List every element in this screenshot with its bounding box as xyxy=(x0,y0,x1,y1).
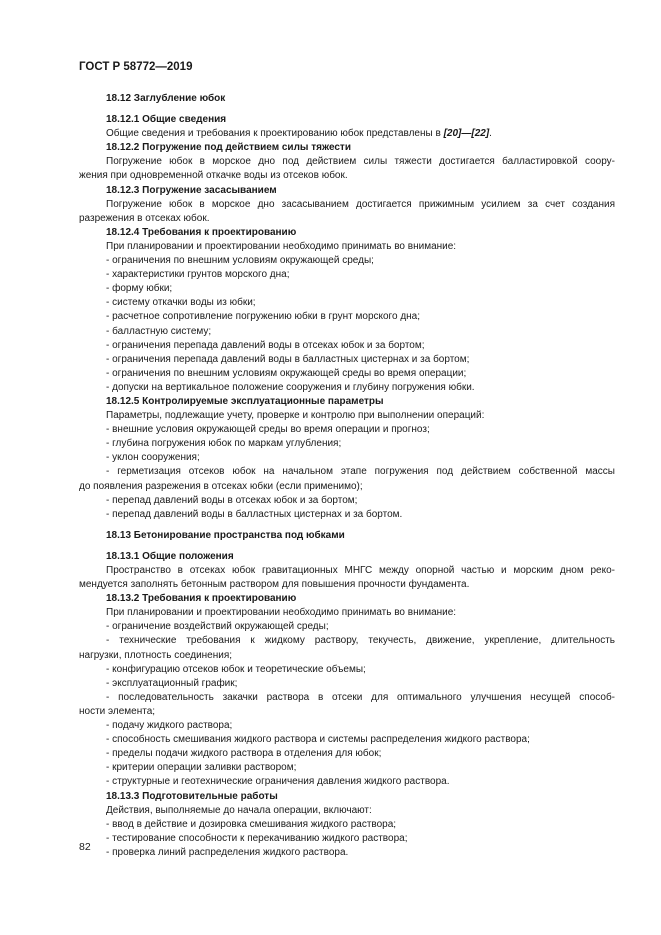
subsection-heading-18-13-3: 18.13.3 Подготовительные работы xyxy=(106,790,278,802)
list-item: - допуски на вертикальное положение сооружения и глубину погружения юбки. xyxy=(106,381,475,393)
paragraph: жения при одновременной откачке воды из отсеков юбок. xyxy=(79,170,348,182)
list-item: - способность смешивания жидкого раствора и системы распределения жидкого раствора; xyxy=(106,734,530,746)
page-number: 82 xyxy=(79,841,91,853)
list-item: - подачу жидкого раствора; xyxy=(106,720,233,732)
document-header: ГОСТ Р 58772—2019 xyxy=(79,61,193,73)
paragraph: мендуется заполнять бетонным раствором для повышения прочности фундамента. xyxy=(79,579,470,591)
list-item: - пределы подачи жидкого раствора в отделения для юбок; xyxy=(106,748,382,760)
list-item: - ограничения по внешним условиям окружающей среды; xyxy=(106,255,374,267)
paragraph: Действия, выполняемые до начала операции, включают: xyxy=(106,804,372,816)
list-item: - ввод в действие и дозировка смешивания жидкого раствора; xyxy=(106,818,397,830)
list-item: - форму юбки; xyxy=(106,283,173,295)
subsection-heading-18-12-4: 18.12.4 Требования к проектированию xyxy=(106,226,297,238)
list-item: - герметизация отсеков юбок на начальном этапе погружения под действием собственной массы xyxy=(106,466,615,478)
section-heading-18-12: 18.12 Заглубление юбок xyxy=(106,93,226,104)
subsection-heading-18-12-3: 18.12.3 Погружение засасыванием xyxy=(106,184,277,196)
reference-link[interactable]: [20]—[22] xyxy=(443,128,490,140)
subsection-heading-18-13-1: 18.13.1 Общие положения xyxy=(106,550,234,562)
section-heading-18-13: 18.13 Бетонирование пространства под юбками xyxy=(106,529,345,541)
list-item: - критерии операции заливки раствором; xyxy=(106,762,297,774)
list-item: - конфигурацию отсеков юбок и теоретические объемы; xyxy=(106,663,366,675)
subsection-heading-18-13-2: 18.13.2 Требования к проектированию xyxy=(106,593,297,605)
list-item: - характеристики грунтов морского дна; xyxy=(106,269,290,281)
list-item: - эксплуатационный график; xyxy=(106,677,238,689)
list-item: - балластную систему; xyxy=(106,325,212,337)
list-item-continuation: до появления разрежения в отсеках юбки (если применимо); xyxy=(79,480,363,492)
list-item: - технические требования к жидкому раствору, текучесть, движение, укрепление, длительность xyxy=(106,635,615,647)
list-item-continuation: нагрузки, плотность соединения; xyxy=(79,649,233,661)
list-item: - тестирование способности к перекачиванию жидкого раствора; xyxy=(106,832,408,844)
list-item: - ограничения перепада давлений воды в отсеках юбок и за бортом; xyxy=(106,339,425,351)
list-item: - последовательность закачки раствора в отсеки для оптимального улучшения несущей способ- xyxy=(106,691,615,703)
list-item: - глубина погружения юбок по маркам углубления; xyxy=(106,438,342,450)
list-item: - проверка линий распределения жидкого раствора. xyxy=(106,846,349,858)
list-item: - расчетное сопротивление погружению юбки в грунт морского дна; xyxy=(106,311,421,323)
paragraph: При планировании и проектировании необходимо принимать во внимание: xyxy=(106,607,457,619)
document-body xyxy=(79,92,615,860)
list-item: - внешние условия окружающей среды во время операции и прогноз; xyxy=(106,424,430,436)
subsection-heading-18-12-2: 18.12.2 Погружение под действием силы тяжести xyxy=(106,142,351,154)
paragraph: Общие сведения и требования к проектированию юбок представлены в [20]—[22]. xyxy=(106,128,492,140)
paragraph: Параметры, подлежащие учету, проверке и контролю при выполнении операций: xyxy=(106,410,485,422)
paragraph: разрежения в отсеках юбок. xyxy=(79,212,210,224)
subsection-heading-18-12-5: 18.12.5 Контролируемые эксплуатационные параметры xyxy=(106,395,384,407)
list-item: - ограничения перепада давлений воды в балластных цистернах и за бортом; xyxy=(106,353,470,365)
list-item: - ограничение воздействий окружающей среды; xyxy=(106,621,329,633)
list-item: - систему откачки воды из юбки; xyxy=(106,297,256,309)
list-item-continuation: ности элемента; xyxy=(79,705,156,717)
list-item: - уклон сооружения; xyxy=(106,452,200,464)
list-item: - перепад давлений воды в отсеках юбок и за бортом; xyxy=(106,494,358,506)
list-item: - перепад давлений воды в балластных цистернах и за бортом. xyxy=(106,508,403,520)
list-item: - структурные и геотехнические ограничения давления жидкого раствора. xyxy=(106,776,450,788)
paragraph: Пространство в отсеках юбок гравитационных МНГС между опорной частью и морским дном реко- xyxy=(106,565,615,576)
subsection-heading-18-12-1: 18.12.1 Общие сведения xyxy=(106,114,227,126)
paragraph: Погружение юбок в морское дно засасыванием достигается прижимным усилием за счет создания xyxy=(106,198,615,210)
paragraph: При планировании и проектировании необходимо принимать во внимание: xyxy=(106,240,457,252)
paragraph: Погружение юбок в морское дно под действием силы тяжести достигается балластировкой соору- xyxy=(106,156,615,168)
list-item: - ограничения по внешним условиям окружающей среды во время операции; xyxy=(106,367,467,379)
